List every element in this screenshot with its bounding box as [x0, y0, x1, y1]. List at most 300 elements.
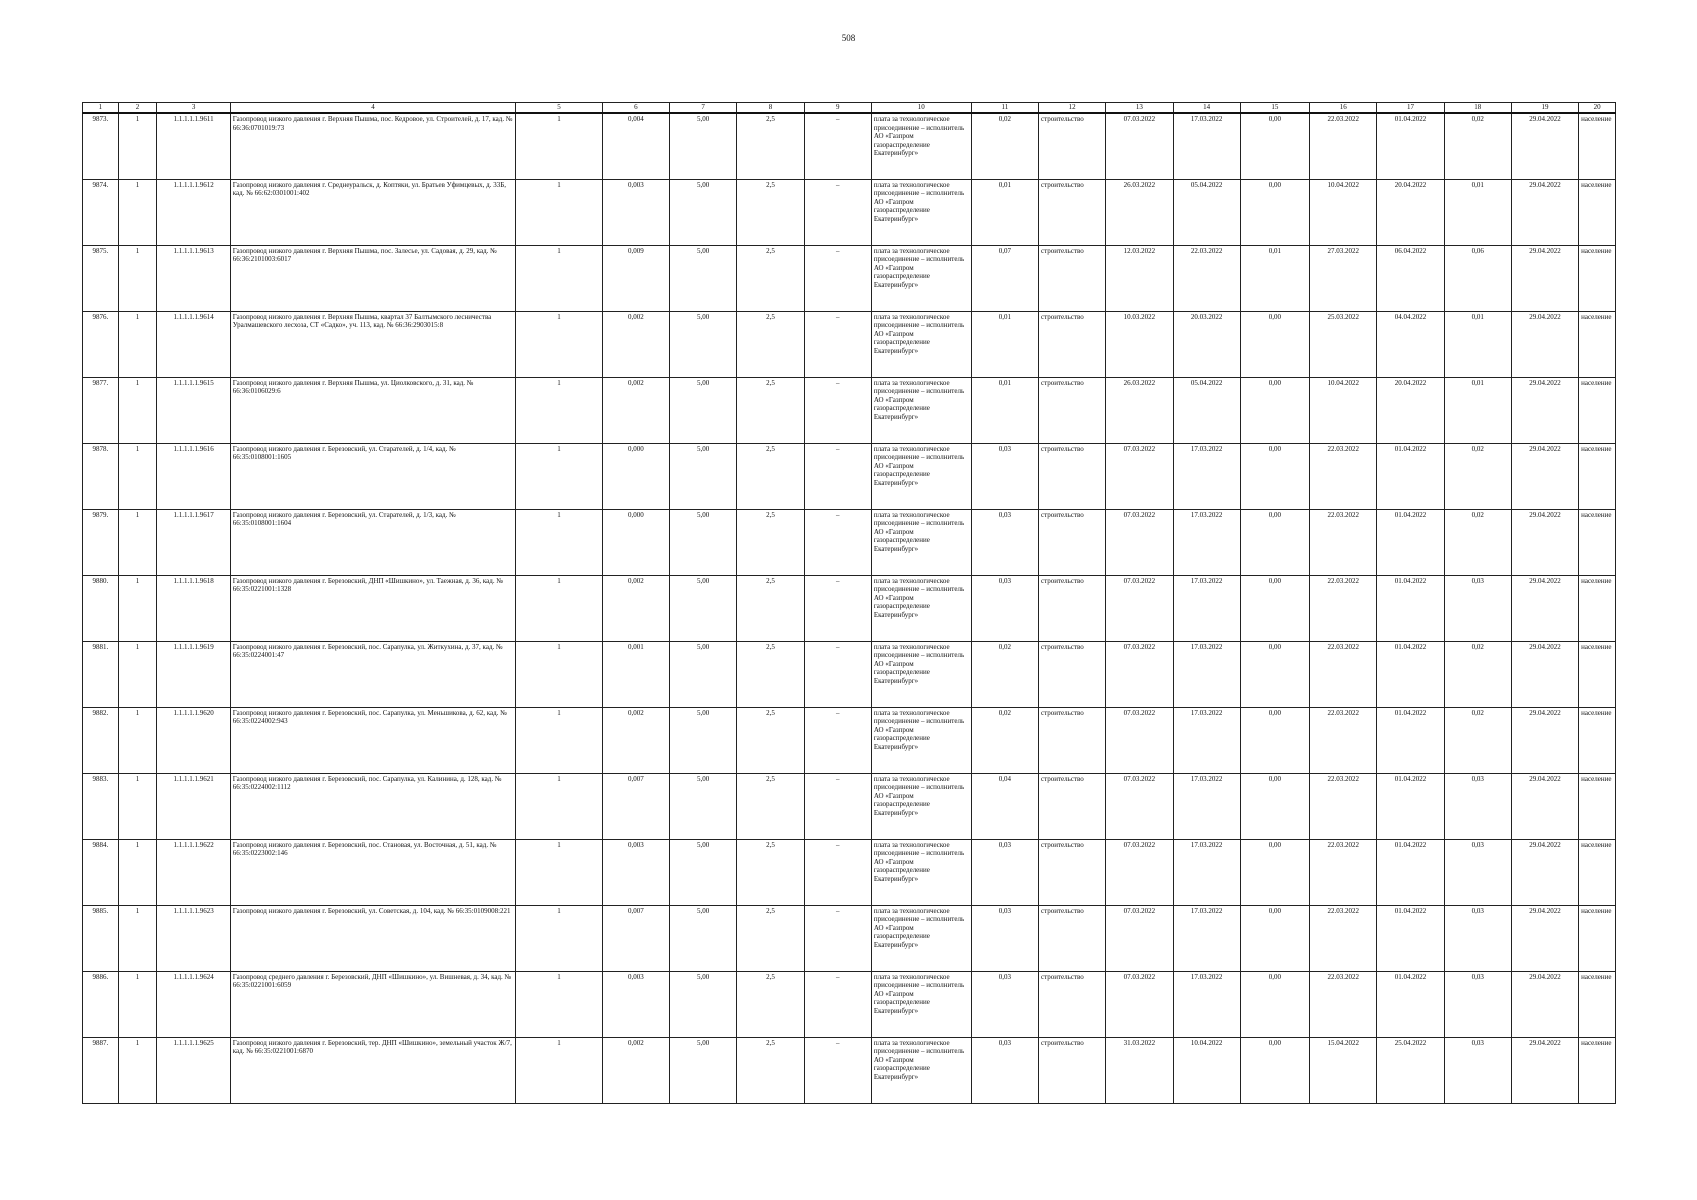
column-number-header: 13 [1106, 103, 1173, 114]
column-number-header: 12 [1038, 103, 1105, 114]
row-number: 9875. [83, 245, 119, 311]
cell-col-8: 2,5 [737, 509, 804, 575]
column-number-header: 14 [1173, 103, 1240, 114]
item-code: 1.1.1.1.1.9624 [157, 971, 230, 1037]
funding-source: плата за технологическое присоединение – исполнитель АО «Газпром газораспределение Екатеринбург» [871, 707, 971, 773]
date-col-19: 29.04.2022 [1511, 773, 1578, 839]
cell-col-9: – [804, 905, 871, 971]
date-col-13: 26.03.2022 [1106, 377, 1173, 443]
cell-col-5: 1 [516, 773, 603, 839]
date-col-13: 07.03.2022 [1106, 839, 1173, 905]
item-code: 1.1.1.1.1.9613 [157, 245, 230, 311]
work-type: строительство [1038, 443, 1105, 509]
column-number-header: 3 [157, 103, 230, 114]
cell-col-11: 0,01 [971, 311, 1038, 377]
consumer-category: население [1579, 773, 1616, 839]
cell-col-2: 1 [118, 575, 157, 641]
cell-col-7: 5,00 [670, 641, 737, 707]
cell-col-18: 0,01 [1444, 377, 1511, 443]
item-code: 1.1.1.1.1.9620 [157, 707, 230, 773]
cell-col-7: 5,00 [670, 773, 737, 839]
cell-col-18: 0,01 [1444, 179, 1511, 245]
date-col-14: 17.03.2022 [1173, 575, 1240, 641]
cell-col-18: 0,02 [1444, 707, 1511, 773]
table-row [83, 905, 1616, 971]
date-col-14: 05.04.2022 [1173, 377, 1240, 443]
cell-col-6: 0,003 [602, 839, 669, 905]
cell-col-7: 5,00 [670, 377, 737, 443]
cell-col-15: 0,00 [1240, 839, 1309, 905]
item-code: 1.1.1.1.1.9614 [157, 311, 230, 377]
column-number-header: 4 [230, 103, 515, 114]
cell-col-15: 0,00 [1240, 179, 1309, 245]
date-col-19: 29.04.2022 [1511, 113, 1578, 179]
cell-col-2: 1 [118, 311, 157, 377]
date-col-16: 22.03.2022 [1310, 443, 1377, 509]
date-col-19: 29.04.2022 [1511, 707, 1578, 773]
date-col-17: 01.04.2022 [1377, 509, 1444, 575]
cell-col-15: 0,00 [1240, 377, 1309, 443]
object-description: Газопровод низкого давления г. Березовский, пос. Сарапулка, ул. Меньшикова, д. 62, кад. № 66:35:0224002:943 [230, 707, 515, 773]
object-description: Газопровод низкого давления г. Березовский, тер. ДНП «Шишкино», земельный участок Ж/7, кад. № 66:35:0221001:6870 [230, 1037, 515, 1103]
date-col-19: 29.04.2022 [1511, 641, 1578, 707]
consumer-category: население [1579, 245, 1616, 311]
cell-col-11: 0,03 [971, 839, 1038, 905]
object-description: Газопровод низкого давления г. Среднеуральск, д. Коптяки, ул. Братьев Уфимцевых, д. 33Б, кад. № 66:62:0301001:402 [230, 179, 515, 245]
object-description: Газопровод низкого давления г. Березовский, ДНП «Шишкино», ул. Таежная, д. 36, кад. № 66:35:0221001:1328 [230, 575, 515, 641]
cell-col-8: 2,5 [737, 839, 804, 905]
item-code: 1.1.1.1.1.9617 [157, 509, 230, 575]
cell-col-11: 0,02 [971, 641, 1038, 707]
object-description: Газопровод низкого давления г. Верхняя Пышма, пос. Залесье, ул. Садовая, д. 29, кад. № 66:36:2101003:6017 [230, 245, 515, 311]
funding-source: плата за технологическое присоединение – исполнитель АО «Газпром газораспределение Екатеринбург» [871, 971, 971, 1037]
consumer-category: население [1579, 905, 1616, 971]
date-col-17: 04.04.2022 [1377, 311, 1444, 377]
consumer-category: население [1579, 1037, 1616, 1103]
column-number-header: 10 [871, 103, 971, 114]
cell-col-18: 0,01 [1444, 311, 1511, 377]
funding-source: плата за технологическое присоединение – исполнитель АО «Газпром газораспределение Екатеринбург» [871, 773, 971, 839]
cell-col-7: 5,00 [670, 707, 737, 773]
date-col-13: 10.03.2022 [1106, 311, 1173, 377]
work-type: строительство [1038, 1037, 1105, 1103]
date-col-16: 15.04.2022 [1310, 1037, 1377, 1103]
date-col-19: 29.04.2022 [1511, 839, 1578, 905]
date-col-16: 22.03.2022 [1310, 113, 1377, 179]
cell-col-2: 1 [118, 1037, 157, 1103]
funding-source: плата за технологическое присоединение – исполнитель АО «Газпром газораспределение Екатеринбург» [871, 905, 971, 971]
cell-col-2: 1 [118, 245, 157, 311]
item-code: 1.1.1.1.1.9615 [157, 377, 230, 443]
cell-col-9: – [804, 179, 871, 245]
work-type: строительство [1038, 179, 1105, 245]
date-col-17: 01.04.2022 [1377, 707, 1444, 773]
cell-col-8: 2,5 [737, 245, 804, 311]
column-number-header: 7 [670, 103, 737, 114]
cell-col-9: – [804, 1037, 871, 1103]
consumer-category: население [1579, 575, 1616, 641]
date-col-19: 29.04.2022 [1511, 377, 1578, 443]
date-col-13: 31.03.2022 [1106, 1037, 1173, 1103]
cell-col-6: 0,003 [602, 179, 669, 245]
cell-col-5: 1 [516, 839, 603, 905]
cell-col-15: 0,00 [1240, 971, 1309, 1037]
table-row [83, 179, 1616, 245]
date-col-17: 01.04.2022 [1377, 113, 1444, 179]
row-number: 9884. [83, 839, 119, 905]
cell-col-5: 1 [516, 311, 603, 377]
table-row [83, 1037, 1616, 1103]
date-col-16: 22.03.2022 [1310, 839, 1377, 905]
row-number: 9877. [83, 377, 119, 443]
cell-col-8: 2,5 [737, 905, 804, 971]
cell-col-7: 5,00 [670, 245, 737, 311]
date-col-14: 17.03.2022 [1173, 839, 1240, 905]
date-col-13: 07.03.2022 [1106, 575, 1173, 641]
cell-col-11: 0,03 [971, 905, 1038, 971]
cell-col-6: 0,002 [602, 377, 669, 443]
column-number-header: 19 [1511, 103, 1578, 114]
cell-col-2: 1 [118, 641, 157, 707]
work-type: строительство [1038, 509, 1105, 575]
consumer-category: население [1579, 509, 1616, 575]
date-col-13: 07.03.2022 [1106, 641, 1173, 707]
cell-col-2: 1 [118, 443, 157, 509]
work-type: строительство [1038, 311, 1105, 377]
row-number: 9873. [83, 113, 119, 179]
date-col-17: 01.04.2022 [1377, 641, 1444, 707]
object-description: Газопровод низкого давления г. Березовский, пос. Становая, ул. Восточная, д. 51, кад. № 66:35:0223002:146 [230, 839, 515, 905]
cell-col-6: 0,009 [602, 245, 669, 311]
consumer-category: население [1579, 113, 1616, 179]
column-number-header: 15 [1240, 103, 1309, 114]
cell-col-11: 0,03 [971, 1037, 1038, 1103]
date-col-17: 06.04.2022 [1377, 245, 1444, 311]
object-description: Газопровод низкого давления г. Березовский, ул. Старателей, д. 1/3, кад. № 66:35:0108001:1604 [230, 509, 515, 575]
date-col-14: 17.03.2022 [1173, 113, 1240, 179]
date-col-17: 20.04.2022 [1377, 377, 1444, 443]
cell-col-7: 5,00 [670, 509, 737, 575]
date-col-13: 26.03.2022 [1106, 179, 1173, 245]
cell-col-15: 0,00 [1240, 575, 1309, 641]
date-col-14: 20.03.2022 [1173, 311, 1240, 377]
work-type: строительство [1038, 707, 1105, 773]
table-row [83, 707, 1616, 773]
date-col-14: 10.04.2022 [1173, 1037, 1240, 1103]
date-col-13: 07.03.2022 [1106, 773, 1173, 839]
cell-col-6: 0,002 [602, 707, 669, 773]
consumer-category: население [1579, 377, 1616, 443]
consumer-category: население [1579, 707, 1616, 773]
consumer-category: население [1579, 311, 1616, 377]
cell-col-8: 2,5 [737, 443, 804, 509]
item-code: 1.1.1.1.1.9616 [157, 443, 230, 509]
cell-col-9: – [804, 245, 871, 311]
cell-col-2: 1 [118, 839, 157, 905]
date-col-13: 07.03.2022 [1106, 509, 1173, 575]
cell-col-6: 0,001 [602, 641, 669, 707]
item-code: 1.1.1.1.1.9612 [157, 179, 230, 245]
cell-col-11: 0,01 [971, 377, 1038, 443]
cell-col-15: 0,00 [1240, 773, 1309, 839]
cell-col-5: 1 [516, 575, 603, 641]
cell-col-5: 1 [516, 509, 603, 575]
consumer-category: население [1579, 839, 1616, 905]
date-col-14: 17.03.2022 [1173, 905, 1240, 971]
cell-col-11: 0,03 [971, 971, 1038, 1037]
date-col-16: 22.03.2022 [1310, 971, 1377, 1037]
register-table [82, 102, 1616, 1104]
row-number: 9885. [83, 905, 119, 971]
date-col-14: 05.04.2022 [1173, 179, 1240, 245]
date-col-13: 12.03.2022 [1106, 245, 1173, 311]
cell-col-15: 0,00 [1240, 509, 1309, 575]
date-col-14: 17.03.2022 [1173, 509, 1240, 575]
cell-col-7: 5,00 [670, 1037, 737, 1103]
cell-col-2: 1 [118, 905, 157, 971]
item-code: 1.1.1.1.1.9623 [157, 905, 230, 971]
cell-col-2: 1 [118, 377, 157, 443]
funding-source: плата за технологическое присоединение – исполнитель АО «Газпром газораспределение Екатеринбург» [871, 377, 971, 443]
cell-col-9: – [804, 443, 871, 509]
cell-col-7: 5,00 [670, 443, 737, 509]
cell-col-6: 0,004 [602, 113, 669, 179]
consumer-category: население [1579, 179, 1616, 245]
cell-col-9: – [804, 377, 871, 443]
cell-col-2: 1 [118, 179, 157, 245]
cell-col-18: 0,02 [1444, 509, 1511, 575]
cell-col-18: 0,03 [1444, 773, 1511, 839]
date-col-16: 22.03.2022 [1310, 575, 1377, 641]
row-number: 9874. [83, 179, 119, 245]
work-type: строительство [1038, 641, 1105, 707]
column-number-header: 6 [602, 103, 669, 114]
row-number: 9876. [83, 311, 119, 377]
cell-col-18: 0,02 [1444, 113, 1511, 179]
cell-col-5: 1 [516, 905, 603, 971]
date-col-14: 17.03.2022 [1173, 971, 1240, 1037]
row-number: 9882. [83, 707, 119, 773]
funding-source: плата за технологическое присоединение – исполнитель АО «Газпром газораспределение Екатеринбург» [871, 113, 971, 179]
date-col-14: 22.03.2022 [1173, 245, 1240, 311]
cell-col-7: 5,00 [670, 113, 737, 179]
cell-col-11: 0,03 [971, 509, 1038, 575]
consumer-category: население [1579, 641, 1616, 707]
date-col-17: 01.04.2022 [1377, 773, 1444, 839]
table-body [83, 113, 1616, 1103]
funding-source: плата за технологическое присоединение – исполнитель АО «Газпром газораспределение Екатеринбург» [871, 575, 971, 641]
cell-col-8: 2,5 [737, 575, 804, 641]
column-number-header: 18 [1444, 103, 1511, 114]
column-number-header: 16 [1310, 103, 1377, 114]
funding-source: плата за технологическое присоединение – исполнитель АО «Газпром газораспределение Екатеринбург» [871, 1037, 971, 1103]
cell-col-8: 2,5 [737, 377, 804, 443]
item-code: 1.1.1.1.1.9622 [157, 839, 230, 905]
table-row [83, 641, 1616, 707]
cell-col-9: – [804, 113, 871, 179]
funding-source: плата за технологическое присоединение – исполнитель АО «Газпром газораспределение Екатеринбург» [871, 443, 971, 509]
object-description: Газопровод низкого давления г. Березовский, пос. Сарапулка, ул. Житкухина, д. 37, кад. № 66:35:0224001:47 [230, 641, 515, 707]
consumer-category: население [1579, 443, 1616, 509]
funding-source: плата за технологическое присоединение – исполнитель АО «Газпром газораспределение Екатеринбург» [871, 179, 971, 245]
cell-col-8: 2,5 [737, 1037, 804, 1103]
date-col-19: 29.04.2022 [1511, 509, 1578, 575]
cell-col-5: 1 [516, 245, 603, 311]
table-row [83, 311, 1616, 377]
cell-col-7: 5,00 [670, 311, 737, 377]
cell-col-5: 1 [516, 641, 603, 707]
work-type: строительство [1038, 773, 1105, 839]
funding-source: плата за технологическое присоединение – исполнитель АО «Газпром газораспределение Екатеринбург» [871, 311, 971, 377]
cell-col-6: 0,000 [602, 443, 669, 509]
table-row [83, 575, 1616, 641]
date-col-19: 29.04.2022 [1511, 971, 1578, 1037]
cell-col-8: 2,5 [737, 311, 804, 377]
cell-col-15: 0,00 [1240, 707, 1309, 773]
table-row [83, 509, 1616, 575]
object-description: Газопровод низкого давления г. Верхняя Пышма, ул. Циолковского, д. 31, кад. № 66:36:0106029:6 [230, 377, 515, 443]
cell-col-6: 0,000 [602, 509, 669, 575]
cell-col-11: 0,02 [971, 707, 1038, 773]
cell-col-15: 0,00 [1240, 641, 1309, 707]
cell-col-18: 0,02 [1444, 443, 1511, 509]
date-col-17: 01.04.2022 [1377, 905, 1444, 971]
cell-col-15: 0,00 [1240, 311, 1309, 377]
date-col-17: 25.04.2022 [1377, 1037, 1444, 1103]
row-number: 9886. [83, 971, 119, 1037]
date-col-19: 29.04.2022 [1511, 311, 1578, 377]
cell-col-9: – [804, 509, 871, 575]
date-col-16: 22.03.2022 [1310, 509, 1377, 575]
date-col-19: 29.04.2022 [1511, 443, 1578, 509]
date-col-19: 29.04.2022 [1511, 905, 1578, 971]
cell-col-11: 0,03 [971, 443, 1038, 509]
work-type: строительство [1038, 971, 1105, 1037]
date-col-16: 25.03.2022 [1310, 311, 1377, 377]
cell-col-6: 0,002 [602, 311, 669, 377]
cell-col-11: 0,02 [971, 113, 1038, 179]
row-number: 9881. [83, 641, 119, 707]
cell-col-5: 1 [516, 1037, 603, 1103]
consumer-category: население [1579, 971, 1616, 1037]
cell-col-18: 0,03 [1444, 575, 1511, 641]
cell-col-8: 2,5 [737, 773, 804, 839]
table-row [83, 443, 1616, 509]
cell-col-5: 1 [516, 971, 603, 1037]
work-type: строительство [1038, 245, 1105, 311]
cell-col-9: – [804, 971, 871, 1037]
date-col-17: 20.04.2022 [1377, 179, 1444, 245]
cell-col-18: 0,03 [1444, 1037, 1511, 1103]
cell-col-7: 5,00 [670, 905, 737, 971]
date-col-19: 29.04.2022 [1511, 245, 1578, 311]
cell-col-7: 5,00 [670, 575, 737, 641]
work-type: строительство [1038, 113, 1105, 179]
item-code: 1.1.1.1.1.9621 [157, 773, 230, 839]
item-code: 1.1.1.1.1.9611 [157, 113, 230, 179]
cell-col-11: 0,04 [971, 773, 1038, 839]
funding-source: плата за технологическое присоединение – исполнитель АО «Газпром газораспределение Екатеринбург» [871, 509, 971, 575]
cell-col-8: 2,5 [737, 641, 804, 707]
table-row [83, 839, 1616, 905]
cell-col-5: 1 [516, 179, 603, 245]
table-row [83, 113, 1616, 179]
cell-col-2: 1 [118, 509, 157, 575]
cell-col-5: 1 [516, 377, 603, 443]
cell-col-18: 0,02 [1444, 641, 1511, 707]
cell-col-11: 0,07 [971, 245, 1038, 311]
object-description: Газопровод низкого давления г. Березовский, ул. Советская, д. 104, кад. № 66:35:0109008:221 [230, 905, 515, 971]
cell-col-5: 1 [516, 707, 603, 773]
row-number: 9878. [83, 443, 119, 509]
column-number-header: 1 [83, 103, 119, 114]
date-col-16: 22.03.2022 [1310, 707, 1377, 773]
date-col-13: 07.03.2022 [1106, 971, 1173, 1037]
funding-source: плата за технологическое присоединение – исполнитель АО «Газпром газораспределение Екатеринбург» [871, 839, 971, 905]
date-col-17: 01.04.2022 [1377, 575, 1444, 641]
table-row [83, 773, 1616, 839]
work-type: строительство [1038, 377, 1105, 443]
cell-col-8: 2,5 [737, 179, 804, 245]
cell-col-8: 2,5 [737, 707, 804, 773]
date-col-14: 17.03.2022 [1173, 707, 1240, 773]
cell-col-7: 5,00 [670, 839, 737, 905]
date-col-13: 07.03.2022 [1106, 113, 1173, 179]
cell-col-15: 0,00 [1240, 905, 1309, 971]
cell-col-7: 5,00 [670, 971, 737, 1037]
funding-source: плата за технологическое присоединение – исполнитель АО «Газпром газораспределение Екатеринбург» [871, 245, 971, 311]
cell-col-6: 0,007 [602, 773, 669, 839]
cell-col-6: 0,002 [602, 575, 669, 641]
row-number: 9879. [83, 509, 119, 575]
cell-col-9: – [804, 707, 871, 773]
date-col-16: 22.03.2022 [1310, 905, 1377, 971]
cell-col-2: 1 [118, 113, 157, 179]
cell-col-2: 1 [118, 773, 157, 839]
date-col-17: 01.04.2022 [1377, 443, 1444, 509]
cell-col-5: 1 [516, 113, 603, 179]
table-row [83, 245, 1616, 311]
cell-col-6: 0,003 [602, 971, 669, 1037]
row-number: 9880. [83, 575, 119, 641]
column-number-header: 8 [737, 103, 804, 114]
cell-col-9: – [804, 839, 871, 905]
cell-col-2: 1 [118, 971, 157, 1037]
work-type: строительство [1038, 839, 1105, 905]
object-description: Газопровод низкого давления г. Березовский, пос. Сарапулка, ул. Калинина, д. 128, кад. № 66:35:0224002:1112 [230, 773, 515, 839]
cell-col-8: 2,5 [737, 971, 804, 1037]
cell-col-6: 0,007 [602, 905, 669, 971]
date-col-14: 17.03.2022 [1173, 641, 1240, 707]
cell-col-15: 0,00 [1240, 443, 1309, 509]
cell-col-18: 0,06 [1444, 245, 1511, 311]
work-type: строительство [1038, 905, 1105, 971]
date-col-13: 07.03.2022 [1106, 905, 1173, 971]
table-row [83, 971, 1616, 1037]
date-col-16: 22.03.2022 [1310, 641, 1377, 707]
column-number-header: 11 [971, 103, 1038, 114]
cell-col-6: 0,002 [602, 1037, 669, 1103]
column-number-header: 17 [1377, 103, 1444, 114]
date-col-19: 29.04.2022 [1511, 179, 1578, 245]
cell-col-18: 0,03 [1444, 905, 1511, 971]
page-number: 508 [841, 33, 856, 43]
date-col-13: 07.03.2022 [1106, 443, 1173, 509]
work-type: строительство [1038, 575, 1105, 641]
column-number-row [83, 103, 1616, 114]
cell-col-15: 0,00 [1240, 1037, 1309, 1103]
cell-col-11: 0,03 [971, 575, 1038, 641]
